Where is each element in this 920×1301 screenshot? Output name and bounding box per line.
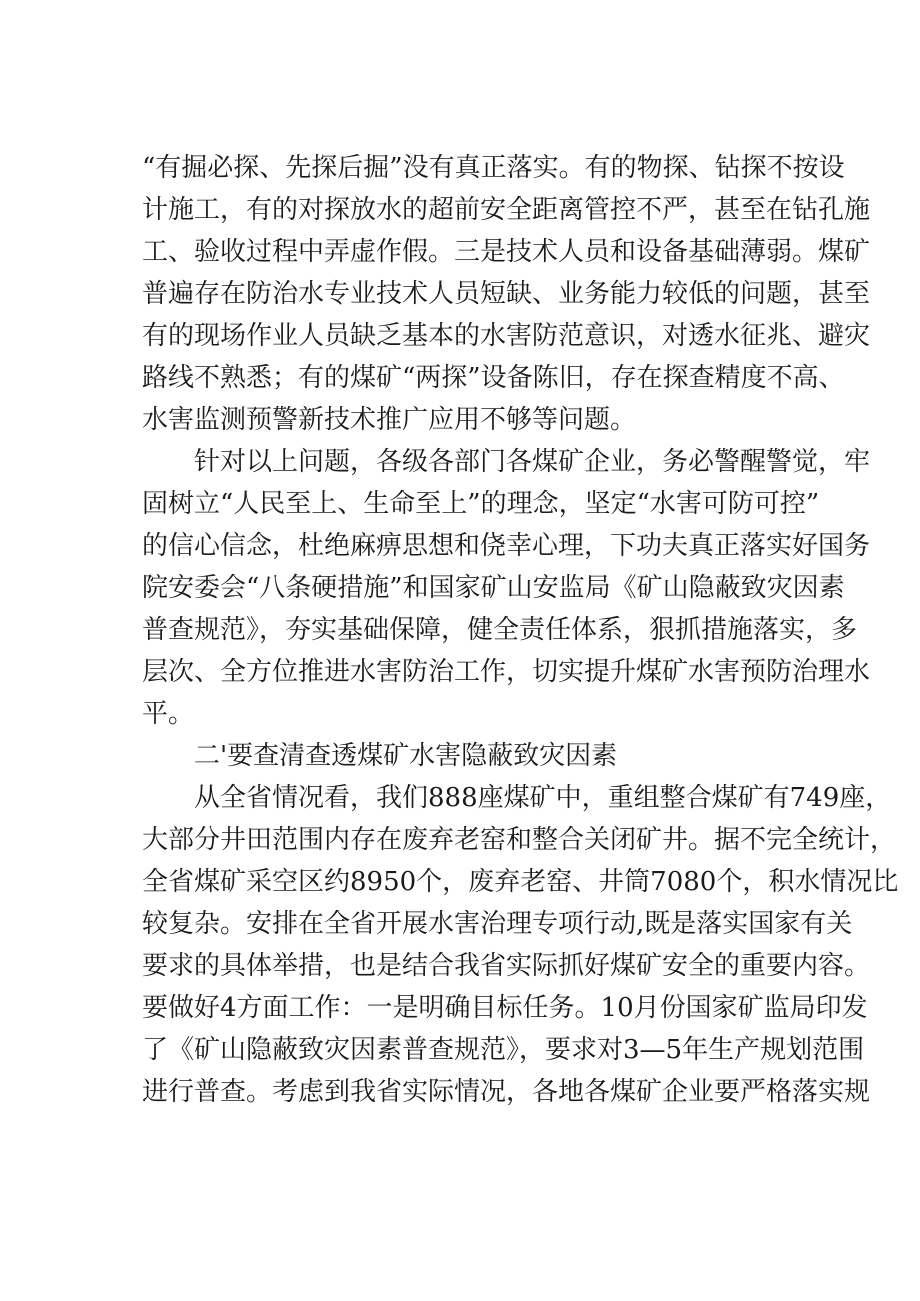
text-line: 大部分井田范围内存在废弃老窑和整合关闭矿井。据不完全统计， xyxy=(142,825,897,855)
text-line: 进行普查。考虑到我省实际情况，各地各煤矿企业要严格落实规 xyxy=(142,1077,871,1107)
text-line: 层次、全方位推进水害防治工作，切实提升煤矿水害预防治理水 xyxy=(142,657,871,687)
text-line: 平。 xyxy=(142,699,195,729)
text-line: 的信心信念，杜绝麻痹思想和侥幸心理，下功夫真正落实好国务 xyxy=(142,531,871,561)
text-line: 针对以上问题，各级各部门各煤矿企业，务必警醒警觉，牢 xyxy=(194,447,871,477)
text-line: “有掘必探、先探后掘”没有真正落实。有的物探、钻探不按设 xyxy=(142,153,845,183)
text-line: 普查规范》，夯实基础保障，健全责任体系，狠抓措施落实，多 xyxy=(142,615,858,645)
text-line: 有的现场作业人员缺乏基本的水害防范意识，对透水征兆、避灾 xyxy=(142,321,871,351)
text-line: 水害监测预警新技术推广应用不够等问题。 xyxy=(142,405,637,435)
text-line: 要做好4方面工作：一是明确目标任务。10月份国家矿监局印发 xyxy=(142,993,868,1023)
text-line: 计施工，有的对探放水的超前安全距离管控不严，甚至在钻孔施 xyxy=(142,195,871,225)
text-line: 院安委会“八条硬措施”和国家矿山安监局《矿山隐蔽致灾因素 xyxy=(142,573,845,603)
text-line: 固树立“人民至上、生命至上”的理念，坚定“水害可防可控” xyxy=(142,489,820,519)
text-line: 工、验收过程中弄虚作假。三是技术人员和设备基础薄弱。煤矿 xyxy=(142,237,871,267)
text-line: 普遍存在防治水专业技术人员短缺、业务能力较低的问题，甚至 xyxy=(142,279,871,309)
text-line: 路线不熟悉；有的煤矿“两探”设备陈旧，存在探查精度不高、 xyxy=(142,363,845,393)
text-line: 二'要查清查透煤矿水害隐蔽致灾因素 xyxy=(194,741,618,771)
text-line: 了《矿山隐蔽致灾因素普查规范》，要求对3—5年生产规划范围 xyxy=(142,1035,865,1065)
body-text xyxy=(142,147,899,1113)
text-line: 全省煤矿采空区约8950个，废弃老窑、井筒7080个，积水情况比 xyxy=(142,867,899,897)
text-line: 要求的具体举措，也是结合我省实际抓好煤矿安全的重要内容。 xyxy=(142,951,871,981)
text-line: 从全省情况看，我们888座煤矿中，重组整合煤矿有749座， xyxy=(194,783,892,813)
text-line: 较复杂。安排在全省开展水害治理专项行动,既是落实国家有关 xyxy=(142,909,853,939)
